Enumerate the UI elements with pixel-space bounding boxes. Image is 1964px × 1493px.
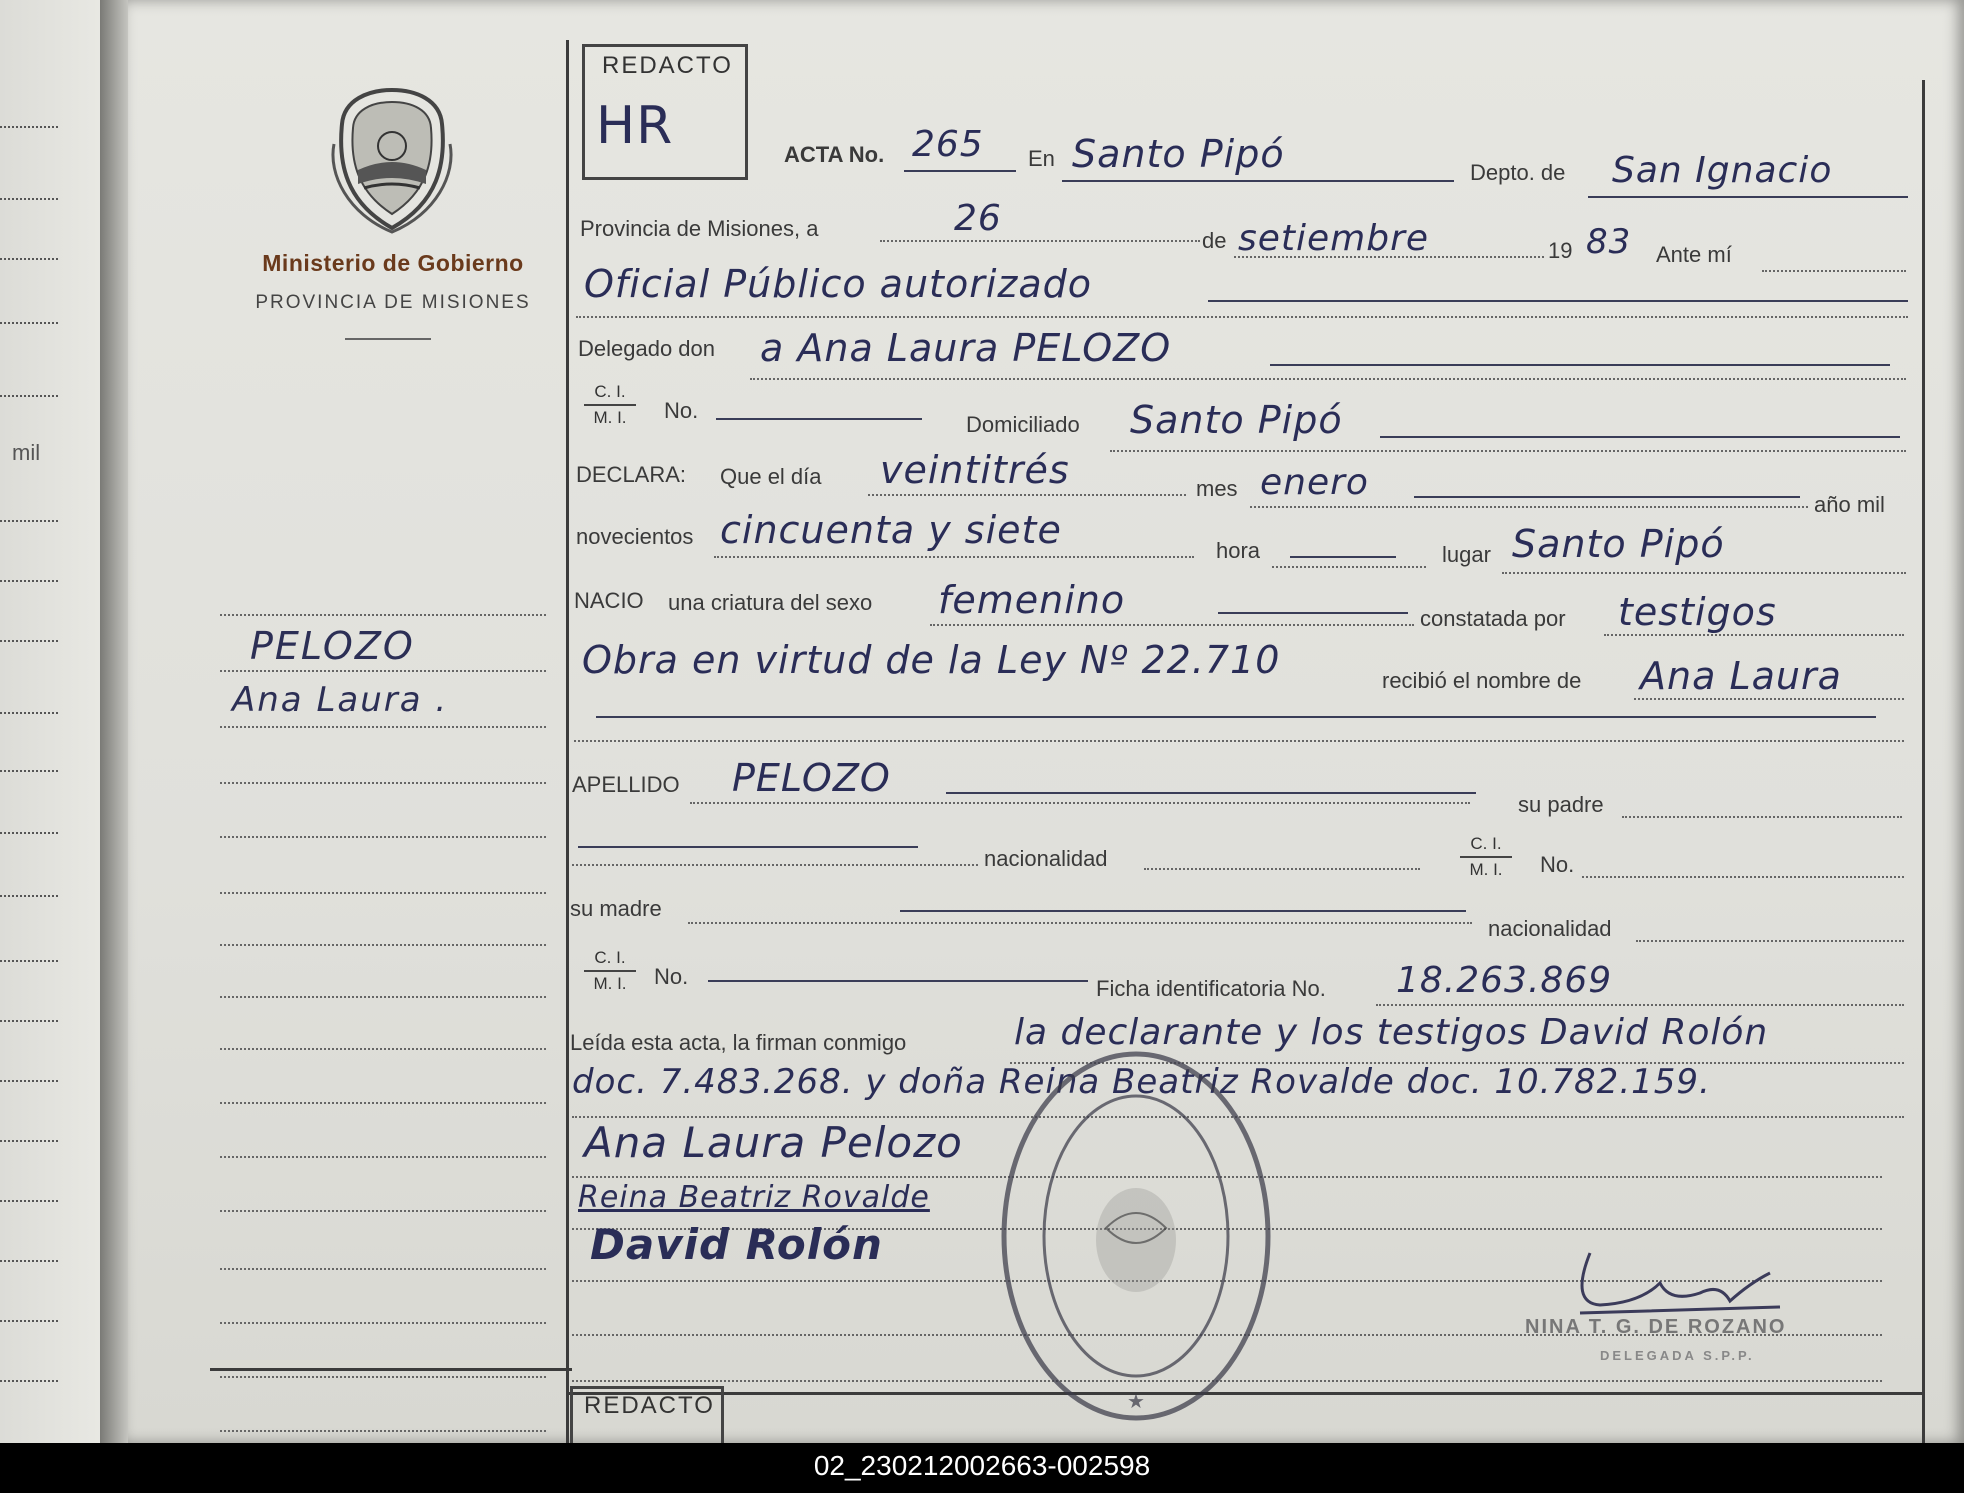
- nacionalidad-label-madre: nacionalidad: [1488, 916, 1612, 941]
- madre-line: [900, 910, 1466, 912]
- margin-line: [220, 1048, 546, 1050]
- sexo-dotline: [930, 624, 1414, 626]
- margin-line: [220, 996, 546, 998]
- domicilio-dotline: [1110, 450, 1906, 452]
- year-prefix: 19: [1548, 238, 1573, 263]
- margin-line: [220, 1376, 546, 1378]
- apellido-label: APELLIDO: [572, 772, 680, 797]
- domicilio-value: Santo Pipó: [1130, 398, 1343, 442]
- margin-line: [220, 614, 546, 616]
- day-line: [880, 240, 1200, 242]
- padre-line: [1622, 816, 1902, 818]
- anio-resto-line: [714, 556, 1194, 558]
- footer-redacto-label: REDACTO: [584, 1392, 715, 1419]
- nacio-label: NACIO: [574, 588, 644, 613]
- dia-line: [868, 494, 1186, 496]
- nacionalidad-madre-line: [1636, 940, 1904, 942]
- criatura-label: una criatura del sexo: [668, 590, 873, 615]
- madre-dotline: [688, 922, 1472, 924]
- margin-line: [220, 836, 546, 838]
- margin-line: [220, 892, 546, 894]
- acta-number: 265: [912, 124, 984, 165]
- constatada-label: constatada por: [1420, 606, 1566, 631]
- ficha-line: [1376, 1004, 1904, 1006]
- declara-label: DECLARA:: [576, 462, 687, 487]
- margin-line: [220, 1210, 546, 1212]
- sexo-value: femenino: [938, 578, 1126, 622]
- nacionalidad-label-padre: nacionalidad: [984, 846, 1108, 871]
- margin-line: [220, 1156, 546, 1158]
- firman-line-2: doc. 7.483.268. y doña Reina Beatriz Rovalde doc. 10.782.159.: [572, 1062, 1711, 1102]
- ficha-label: Ficha identificatoria No.: [1096, 976, 1326, 1001]
- depto-line: [1588, 196, 1908, 198]
- previous-page: [0, 0, 106, 1443]
- ci-mi-label-1: C. I. M. I.: [584, 382, 636, 428]
- ci-mi-label-3: C. I. M. I.: [584, 948, 636, 994]
- domicilio-line: [1380, 436, 1900, 438]
- signature-david-rolon: David Rolón: [590, 1220, 883, 1269]
- delegate-signature-icon: [1520, 1243, 1790, 1363]
- depto-label: Depto. de: [1470, 160, 1566, 185]
- no-label-1: No.: [664, 398, 699, 423]
- form-right-border: [1922, 80, 1925, 1443]
- obra-value: Obra en virtud de la Ley Nº 22.710: [582, 638, 1281, 682]
- no-line-1: [716, 418, 922, 420]
- form-left-border: [566, 40, 569, 1443]
- margin-line: [220, 1430, 546, 1432]
- margin-surname: PELOZO: [250, 624, 415, 668]
- delegado-dotline: [750, 378, 1906, 380]
- en-place: Santo Pipó: [1072, 132, 1285, 176]
- provincial-seal-icon: [328, 84, 456, 234]
- province-title: PROVINCIA DE MISIONES: [255, 292, 531, 313]
- official-dotline: [576, 316, 1908, 318]
- previous-page-fragment: mil: [12, 440, 41, 465]
- year-suffix: 83: [1586, 222, 1632, 262]
- hora-line: [1290, 556, 1396, 558]
- firman-line-1: la declarante y los testigos David Rolón: [1014, 1012, 1769, 1053]
- delegate-title: DELEGADA S.P.P.: [1600, 1348, 1755, 1363]
- acta-line: [904, 170, 1016, 172]
- delegado-line: [1270, 364, 1890, 366]
- ante-line: [1762, 270, 1906, 272]
- margin-line: [220, 670, 546, 672]
- title-rule: [345, 338, 431, 340]
- month-value: setiembre: [1238, 218, 1430, 259]
- madre-label: su madre: [570, 896, 662, 921]
- nombre-cont-line: [596, 716, 1876, 718]
- no-line-3: [708, 980, 1088, 982]
- no-line-2: [1582, 876, 1904, 878]
- nombre-line: [1634, 698, 1904, 700]
- recibio-label: recibió el nombre de: [1382, 668, 1582, 693]
- en-label: En: [1028, 146, 1055, 171]
- nombre-dotline: [574, 740, 1904, 742]
- margin-given-names: Ana Laura .: [232, 680, 449, 720]
- sexo-line: [1218, 612, 1408, 614]
- margin-line: [220, 1322, 546, 1324]
- ci-mi-label-2: C. I. M. I.: [1460, 834, 1512, 880]
- que-dia-label: Que el día: [720, 464, 822, 489]
- official-line: [1208, 300, 1908, 302]
- svg-text:★: ★: [1127, 1389, 1145, 1413]
- hora-label: hora: [1216, 538, 1261, 563]
- apellido-dotline: [690, 802, 1470, 804]
- official-value: Oficial Público autorizado: [584, 262, 1092, 306]
- no-label-2: No.: [1540, 852, 1575, 877]
- signature-ana-laura: Ana Laura Pelozo: [584, 1118, 963, 1167]
- nombre-value: Ana Laura: [1640, 654, 1842, 698]
- margin-line: [220, 782, 546, 784]
- acta-label: ACTA No.: [784, 142, 885, 167]
- constatada-line: [1604, 634, 1904, 636]
- mes-value: enero: [1260, 462, 1369, 503]
- apellido-value: PELOZO: [732, 756, 891, 800]
- anio-label: año mil: [1814, 492, 1885, 517]
- leida-label: Leída esta acta, la firman conmigo: [570, 1030, 907, 1055]
- redacto-initials: HR: [596, 96, 674, 156]
- book-binding: [100, 0, 128, 1443]
- registry-stamp-icon: [998, 1048, 1274, 1424]
- padre-dotline: [572, 864, 978, 866]
- margin-line: [220, 1268, 546, 1270]
- delegado-value: a Ana Laura PELOZO: [760, 326, 1172, 370]
- delegate-name: NINA T. G. DE ROZANO: [1525, 1316, 1787, 1338]
- section-divider: [210, 1368, 572, 1371]
- file-label: 02_230212002663-002598: [813, 1450, 1151, 1481]
- day-value: 26: [954, 198, 1002, 239]
- domicilio-label: Domiciliado: [966, 412, 1080, 437]
- ante-label: Ante mí: [1656, 242, 1732, 267]
- margin-line: [220, 1102, 546, 1104]
- mes-line: [1414, 496, 1800, 498]
- month-line: [1234, 256, 1544, 258]
- no-label-3: No.: [654, 964, 689, 989]
- provincia-label: Provincia de Misiones, a: [580, 216, 819, 241]
- padre-label: su padre: [1518, 792, 1604, 817]
- constatada-value: testigos: [1618, 590, 1777, 634]
- ficha-value: 18.263.869: [1396, 960, 1613, 1001]
- mes-dotline: [1250, 506, 1808, 508]
- margin-line: [220, 944, 546, 946]
- lugar-label: lugar: [1442, 542, 1491, 567]
- ministry-title: Ministerio de Gobierno: [262, 250, 524, 276]
- redacto-label: REDACTO: [602, 52, 733, 79]
- lugar-value: Santo Pipó: [1512, 522, 1725, 566]
- padre-cont-line: [578, 846, 918, 848]
- depto-value: San Ignacio: [1612, 150, 1833, 191]
- apellido-line: [946, 792, 1476, 794]
- nacionalidad-padre-line: [1144, 868, 1420, 870]
- lugar-line: [1502, 572, 1906, 574]
- signature-reina-beatriz: Reina Beatriz Rovalde: [578, 1180, 930, 1215]
- de-label: de: [1202, 228, 1227, 253]
- hora-dotline: [1272, 566, 1426, 568]
- delegado-label: Delegado don: [578, 336, 716, 361]
- dia-value: veintitrés: [880, 448, 1070, 492]
- anio-resto-value: cincuenta y siete: [720, 508, 1062, 552]
- mes-label: mes: [1196, 476, 1238, 501]
- novecientos-label: novecientos: [576, 524, 694, 549]
- en-line: [1062, 180, 1454, 182]
- margin-line: [220, 726, 546, 728]
